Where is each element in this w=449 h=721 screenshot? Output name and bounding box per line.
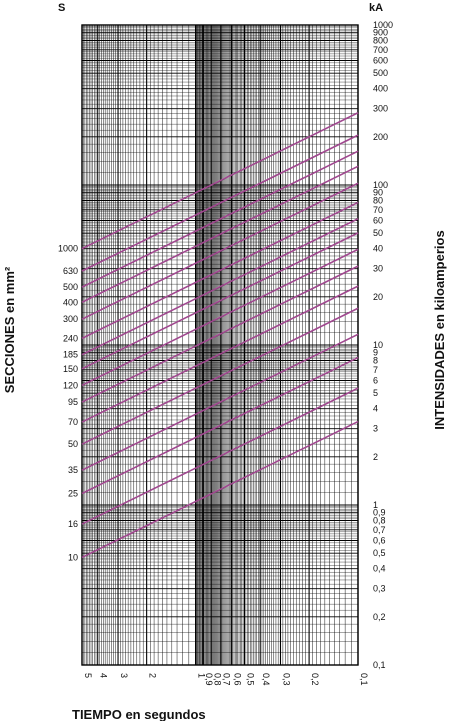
- left-tick-label: 300: [62, 314, 78, 325]
- right-tick-label: 0,3: [373, 583, 386, 594]
- bottom-tick-label: 0,9: [203, 673, 214, 686]
- left-tick-label: 35: [67, 465, 78, 476]
- left-tick-label: 630: [62, 266, 78, 277]
- right-tick-label: 20: [373, 291, 384, 302]
- right-tick-label: 1000: [373, 20, 394, 30]
- left-tick-label: 1000: [57, 243, 78, 254]
- right-tick-label: 7: [373, 364, 379, 375]
- right-tick-label: 0,6: [373, 535, 386, 546]
- bottom-tick-label: 0,1: [359, 673, 369, 686]
- right-tick-label: 70: [373, 204, 384, 215]
- top-left-label: S: [58, 2, 66, 14]
- bottom-tick-label: 4: [98, 673, 109, 679]
- left-tick-label: 240: [62, 333, 78, 344]
- right-tick-label: 5: [373, 388, 379, 399]
- right-tick-label: 0,7: [373, 524, 386, 535]
- left-tick-label: 500: [62, 282, 78, 293]
- right-tick-label: 6: [373, 375, 379, 386]
- right-tick-label: 800: [373, 35, 389, 46]
- left-tick-label: 50: [67, 439, 78, 450]
- bottom-tick-label: 3: [119, 673, 130, 679]
- right-tick-label: 0,1: [373, 660, 386, 670]
- grid: [82, 25, 358, 665]
- bottom-tick-label: 0,2: [310, 673, 321, 686]
- bottom-tick-label: 5: [83, 673, 93, 679]
- left-tick-label: 185: [62, 349, 78, 360]
- right-tick-label: 50: [373, 228, 384, 239]
- right-tick-label: 900: [373, 27, 389, 38]
- right-tick-label: 90: [373, 187, 384, 198]
- right-tick-label: 3: [373, 423, 379, 434]
- right-tick-label: 0,2: [373, 611, 386, 622]
- right-tick-label: 10: [373, 340, 384, 350]
- right-tick-label: 0,4: [373, 563, 386, 574]
- left-axis-title: SECCIONES en mm²: [2, 266, 17, 394]
- bottom-tick-label: 1: [196, 673, 207, 679]
- left-tick-label: 150: [62, 363, 78, 374]
- bottom-axis-title: TIEMPO en segundos: [72, 707, 206, 721]
- left-tick-label: 400: [62, 297, 78, 308]
- left-tick-label: 25: [67, 488, 78, 499]
- bottom-tick-label: 2: [147, 673, 158, 679]
- left-tick-label: 70: [67, 417, 78, 428]
- right-tick-label: 30: [373, 263, 384, 274]
- right-tick-label: 8: [373, 355, 379, 366]
- bottom-tick-label: 0,6: [232, 673, 243, 686]
- right-tick-label: 0,8: [373, 515, 386, 526]
- right-axis-title: INTENSIDADES en kiloamperios: [432, 230, 447, 430]
- right-tick-label: 1: [373, 500, 379, 510]
- bottom-tick-label: 0,4: [261, 673, 272, 686]
- bottom-tick-label: 0,7: [221, 673, 232, 686]
- right-tick-label: 9: [373, 347, 379, 358]
- right-tick-label: 80: [373, 195, 384, 206]
- right-tick-label: 400: [373, 83, 389, 94]
- left-tick-label: 16: [67, 519, 78, 530]
- right-tick-label: 0,9: [373, 507, 386, 518]
- right-tick-label: 40: [373, 243, 384, 254]
- right-tick-label: 60: [373, 215, 384, 226]
- top-right-label: kA: [369, 2, 384, 14]
- bottom-tick-label: 0,3: [281, 673, 292, 686]
- bottom-tick-label: 0,5: [245, 673, 256, 686]
- right-tick-label: 100: [373, 180, 389, 190]
- right-tick-label: 300: [373, 103, 389, 114]
- bottom-tick-label: 0,8: [212, 673, 223, 686]
- right-tick-label: 2: [373, 451, 379, 462]
- right-tick-label: 700: [373, 44, 389, 55]
- right-tick-label: 4: [373, 403, 379, 414]
- right-tick-label: 600: [373, 55, 389, 66]
- right-tick-label: 0,5: [373, 548, 386, 559]
- right-tick-label: 200: [373, 131, 389, 142]
- left-tick-label: 120: [62, 380, 78, 391]
- right-tick-label: 500: [373, 68, 389, 79]
- left-tick-label: 10: [67, 552, 78, 563]
- left-tick-label: 95: [67, 397, 78, 408]
